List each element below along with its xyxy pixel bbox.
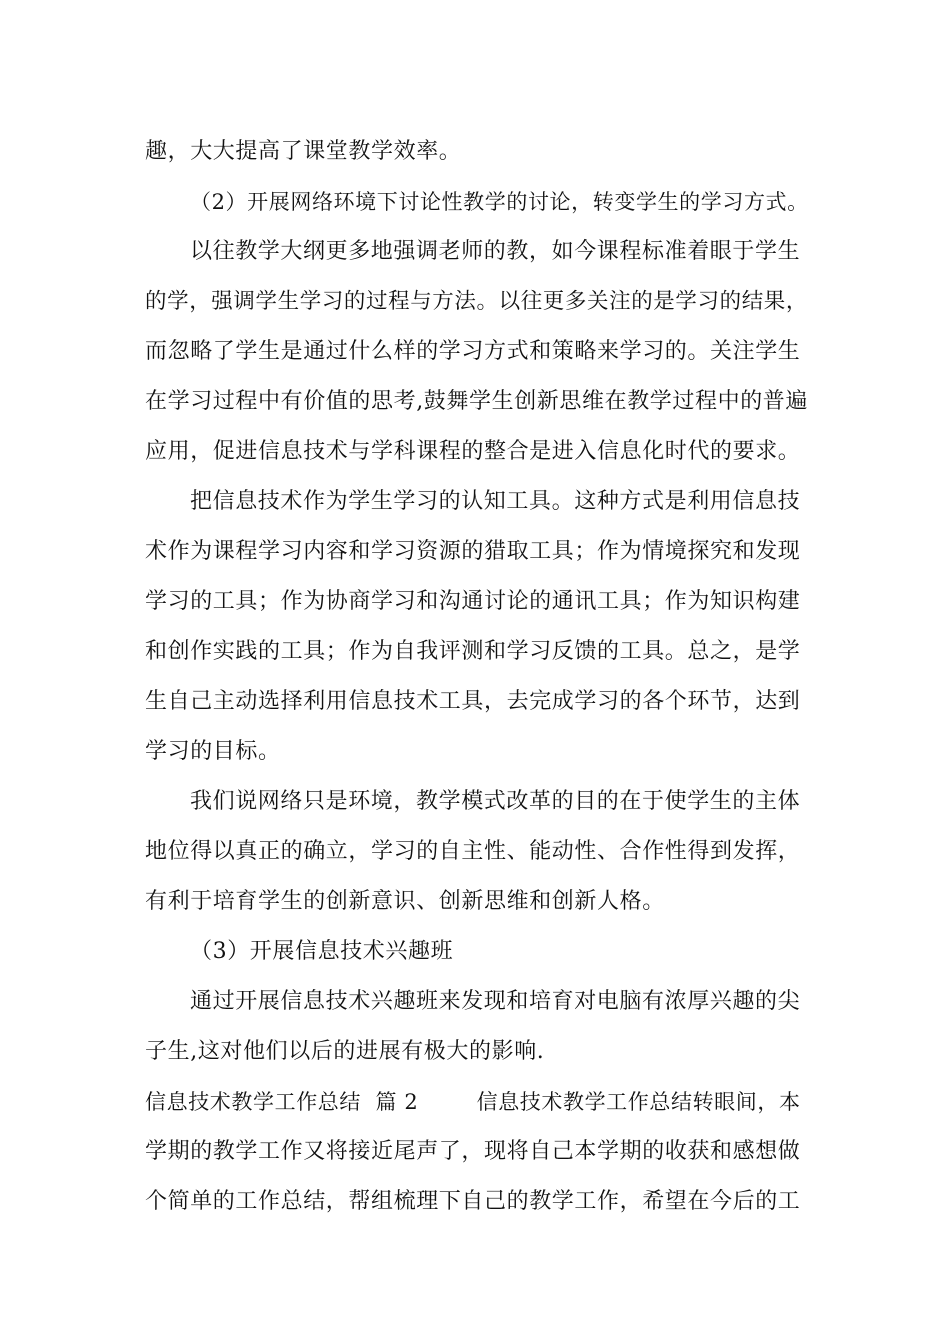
paragraph-line: 的学，强调学生学习的过程与方法。以往更多关注的是学习的结果， — [145, 289, 809, 314]
section-heading: （2）开展网络环境下讨论性教学的讨论，转变学生的学习方式。 — [190, 190, 809, 214]
paragraph-line: 生自己主动选择利用信息技术工具，去完成学习的各个环节，达到 — [145, 689, 801, 714]
paragraph-line: 我们说网络只是环境，教学模式改革的目的在于使学生的主体 — [190, 789, 801, 814]
paragraph-line: 以往教学大纲更多地强调老师的教，如今课程标准着眼于学生 — [190, 239, 801, 264]
paragraph-line: 有利于培育学生的创新意识、创新思维和创新人格。 — [145, 889, 665, 914]
paragraph-line: 应用，促进信息技术与学科课程的整合是进入信息化时代的要求。 — [145, 439, 801, 464]
paragraph-line: 而忽略了学生是通过什么样的学习方式和策略来学习的。关注学生 — [145, 339, 801, 364]
paragraph-line: 学期的教学工作又将接近尾声了，现将自己本学期的收获和感想做 — [145, 1139, 801, 1164]
section-heading: （3）开展信息技术兴趣班 — [190, 939, 454, 964]
paragraph-line: 学习的目标。 — [145, 739, 281, 764]
paragraph-line: 学习的工具；作为协商学习和沟通讨论的通讯工具；作为知识构建 — [145, 589, 801, 614]
paragraph-line: 通过开展信息技术兴趣班来发现和培育对电脑有浓厚兴趣的尖 — [190, 989, 801, 1014]
paragraph-line: 子生,这对他们以后的进展有极大的影响. — [145, 1039, 545, 1064]
paragraph-line: 在学习过程中有价值的思考,鼓舞学生创新思维在教学过程中的普遍 — [145, 389, 808, 414]
paragraph-line: 和创作实践的工具；作为自我评测和学习反馈的工具。总之，是学 — [145, 639, 801, 664]
paragraph-line: 把信息技术作为学生学习的认知工具。这种方式是利用信息技 — [190, 489, 801, 514]
section-title-line: 信息技术教学工作总结 篇 2 信息技术教学工作总结转眼间，本 — [145, 1090, 801, 1114]
paragraph-line: 趣，大大提高了课堂教学效率。 — [145, 139, 462, 164]
paragraph-line: 个简单的工作总结，帮组梳理下自己的教学工作，希望在今后的工 — [145, 1189, 801, 1214]
paragraph-line: 地位得以真正的确立，学习的自主性、能动性、合作性得到发挥， — [145, 839, 801, 864]
paragraph-line: 术作为课程学习内容和学习资源的猎取工具；作为情境探究和发现 — [145, 539, 801, 564]
